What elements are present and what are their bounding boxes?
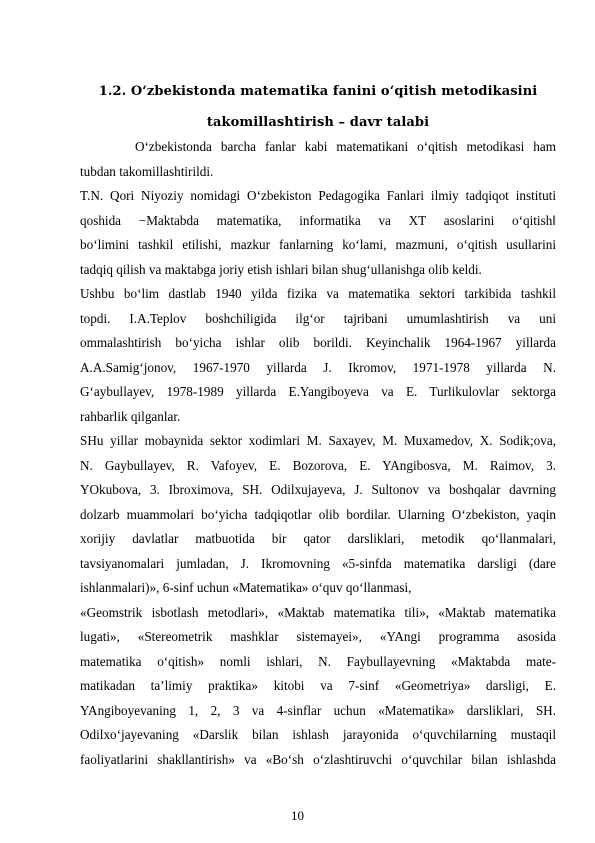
text-line: YAngiboyevaning 1, 2, 3 va 4-sinflar uchun «Matematika» darsliklari, SH. (80, 702, 556, 718)
text-line: rahbarlik qilganlar. (80, 408, 181, 424)
text-line: tadqiq qilish va maktabga joriy etish ishlari bilan shug‘ullanishga olib keldi. (80, 261, 482, 277)
text-line: tavsiyanomalari jumladan, J. Ikromovning «5-sinfda matematika darsligi (dare (80, 555, 556, 571)
text-line: ommalashtirish bo‘yicha ishlar olib borildi. Keyinchalik 1964-1967 yillarda (80, 335, 556, 350)
text-line: O‘zbekistonda barcha fanlar kabi matematikani o‘qitish metodikasi ham (135, 139, 556, 154)
text-line: lugati», «Stereometrik mashklar sistemayei», «YAngi programma asosida (80, 629, 556, 644)
text-line: matematika o‘qitish» nomli ishlari, N. Faybullayevning «Maktabda mate- (80, 653, 556, 669)
text-line: bo‘limini tashkil etilishi, mazkur fanlarning ko‘lami, mazmuni, o‘qitish usullarini (80, 237, 556, 252)
body-text (80, 135, 556, 772)
text-line: tubdan takomillashtirildi. (80, 163, 214, 179)
text-line: xorijiy davlatlar matbuotida bir qator darsliklari, metodik qo‘llanmalari, (80, 531, 556, 546)
page-number: 10 (291, 808, 304, 823)
section-heading-line-1: 1.2. O‘zbekistonda matematika fanini o‘qitish metodikasini (98, 84, 538, 99)
text-line: qoshida −Maktabda matematika, informatika va XT asoslarini o‘qitish‖ (80, 212, 556, 228)
text-line: N. Gaybullayev, R. Vafoyev, E. Bozorova, E. YAngibosva, M. Raimov, 3. (80, 457, 556, 473)
text-line: faoliyatlarini shakllantirish» va «Bo‘sh o‘zlashtiruvchi o‘quvchilar bilan ishlashda (80, 751, 556, 767)
text-line: topdi. I.A.Teplov boshchiligida ilg‘or tajribani umumlashtirish va uni (80, 310, 556, 326)
text-line: A.A.Samig‘jonov, 1967-1970 yillarda J. Ikromov, 1971-1978 yillarda N. (80, 359, 556, 375)
text-line: matikadan ta’limiy praktika» kitobi va 7-sinf «Geometriya» darsligi, E. (80, 678, 556, 693)
text-line: «Geomstrik isbotlash metodlari», «Maktab matematika tili», «Maktab matematika (80, 604, 556, 620)
text-line: Odilxo‘jayevaning «Darslik bilan ishlash jarayonida o‘quvchilarning mustaqil (80, 727, 556, 742)
section-heading-line-2: takomillashtirish – davr talabi (206, 115, 430, 130)
text-line: Ushbu bo‘lim dastlab 1940 yilda fizika va matematika sektori tarkibida tashkil (80, 286, 556, 301)
text-line: dolzarb muammolari bo‘yicha tadqiqotlar olib bordilar. Ularning O‘zbekiston, yaqin (80, 506, 556, 522)
text-line: SHu yillar mobaynida sektor xodimlari M. Saxayev, M. Muxamedov, X. Sodik;ova, (80, 433, 556, 448)
text-line: T.N. Qori Niyoziy nomidagi O‘zbekiston Pedagogika Fanlari ilmiy tadqiqot instituti (80, 188, 556, 203)
text-line: ishlanmalari)», 6-sinf uchun «Matematika» o‘quv qo‘llanmasi, (80, 580, 412, 595)
text-line: G‘aybullayev, 1978-1989 yillarda E.Yangiboyeva va E. Turlikulovlar sektorga (80, 384, 556, 399)
text-line: YOkubova, 3. Ibroximova, SH. Odilxujayeva, J. Sultonov va boshqalar davrning (80, 482, 556, 497)
